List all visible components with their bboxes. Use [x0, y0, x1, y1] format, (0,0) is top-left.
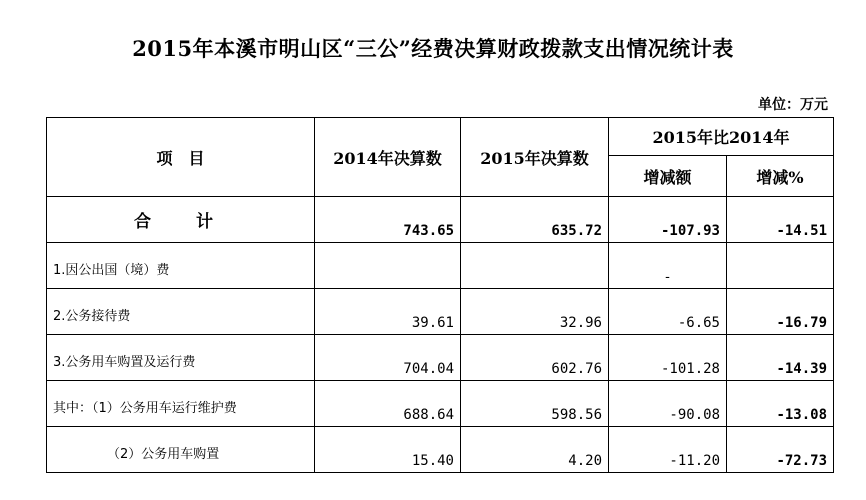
header-row-1	[47, 118, 834, 156]
cell-2015: 598.56	[461, 381, 609, 427]
table-row	[47, 197, 834, 243]
row-label: （2）公务用车购置	[47, 427, 315, 473]
row-label: 1.因公出国（境）费	[47, 243, 315, 289]
cell-pct: -14.39	[727, 335, 834, 381]
cell-diff: -90.08	[609, 381, 727, 427]
row-label: 3.公务用车购置及运行费	[47, 335, 315, 381]
cell-2015	[461, 243, 609, 289]
cell-pct	[727, 243, 834, 289]
header-item: 项 目	[47, 118, 315, 197]
cell-2015: 32.96	[461, 289, 609, 335]
page-title: 2015年本溪市明山区“三公”经费决算财政拨款支出情况统计表	[132, 36, 734, 61]
cell-diff: -	[609, 243, 727, 289]
header-2014: 2014年决算数	[315, 118, 461, 197]
budget-table	[46, 117, 834, 473]
row-label: 其中：（1）公务用车运行维护费	[47, 381, 315, 427]
cell-diff: -107.93	[609, 197, 727, 243]
cell-diff: -101.28	[609, 335, 727, 381]
header-change-pct: 增减%	[727, 156, 834, 197]
unit-label: 单位：万元	[758, 97, 828, 113]
cell-diff: -11.20	[609, 427, 727, 473]
header-change-amount: 增减额	[609, 156, 727, 197]
row-label: 合 计	[47, 197, 315, 243]
cell-2014: 688.64	[315, 381, 461, 427]
cell-pct: -72.73	[727, 427, 834, 473]
table-row	[47, 381, 834, 427]
row-label: 2.公务接待费	[47, 289, 315, 335]
cell-2015: 602.76	[461, 335, 609, 381]
cell-pct: -14.51	[727, 197, 834, 243]
cell-2014: 39.61	[315, 289, 461, 335]
header-2015: 2015年决算数	[461, 118, 609, 197]
table-row	[47, 427, 834, 473]
cell-2014: 743.65	[315, 197, 461, 243]
table-row	[47, 335, 834, 381]
cell-2015: 635.72	[461, 197, 609, 243]
cell-2015: 4.20	[461, 427, 609, 473]
cell-pct: -13.08	[727, 381, 834, 427]
cell-diff: -6.65	[609, 289, 727, 335]
cell-2014: 15.40	[315, 427, 461, 473]
header-compare: 2015年比2014年	[609, 118, 834, 156]
table-row	[47, 243, 834, 289]
table-row	[47, 289, 834, 335]
cell-2014: 704.04	[315, 335, 461, 381]
cell-2014	[315, 243, 461, 289]
cell-pct: -16.79	[727, 289, 834, 335]
